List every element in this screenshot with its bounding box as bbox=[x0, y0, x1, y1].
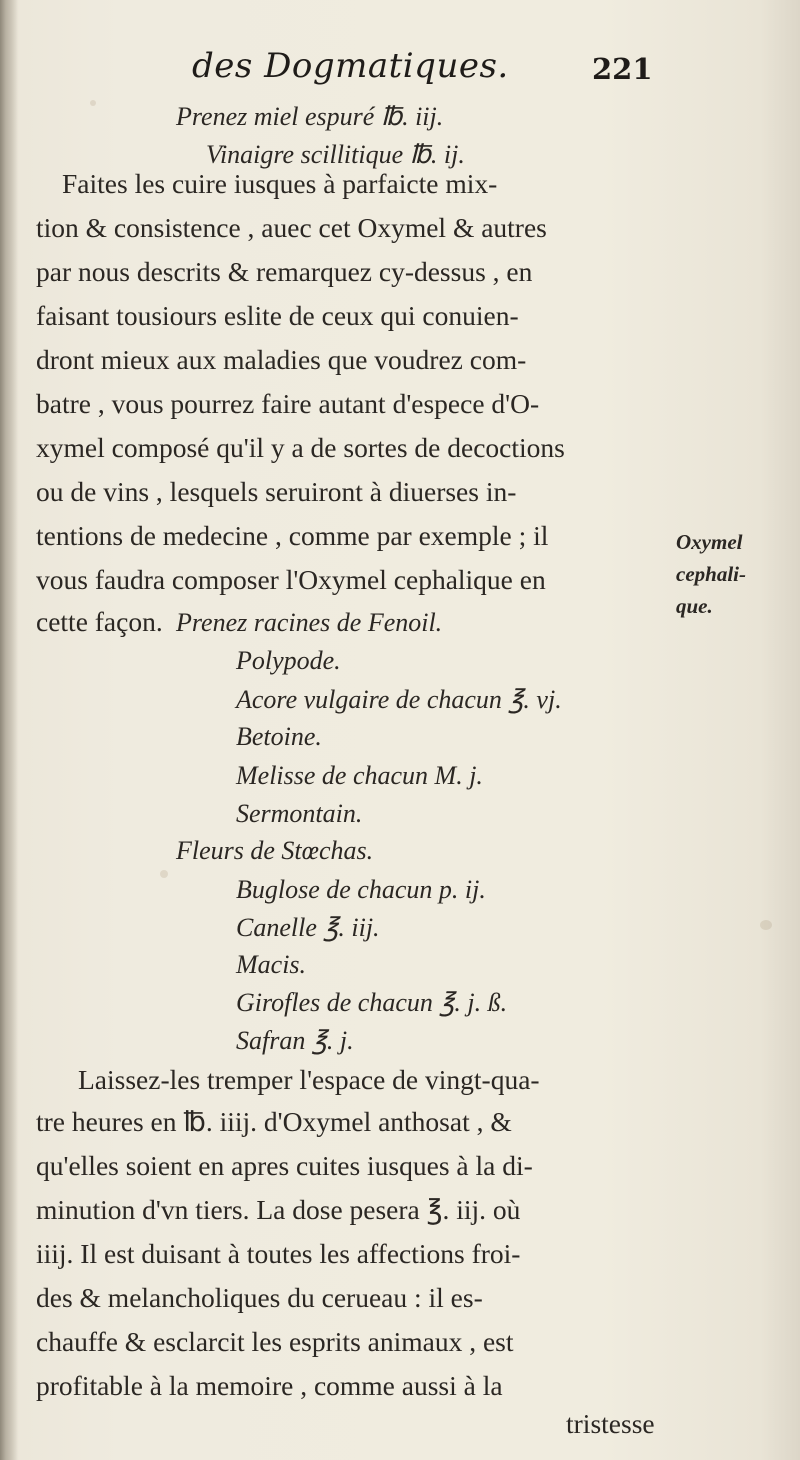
recipe-line: Fleurs de Stœchas. bbox=[176, 836, 374, 865]
margin-note-line: Oxymel bbox=[676, 530, 743, 554]
text-line: qu'elles soient en apres cuites iusques à la di- bbox=[36, 1150, 533, 1181]
recipe-line: Sermontain. bbox=[236, 799, 363, 828]
text-line: par nous descrits & remarquez cy-dessus , en bbox=[36, 256, 533, 287]
recipe-line: Polypode. bbox=[236, 646, 341, 675]
text-line: tentions de medecine , comme par exemple ; il bbox=[36, 520, 549, 551]
text-line: cette façon. bbox=[36, 606, 163, 637]
paper-stain bbox=[90, 100, 96, 106]
text-line: batre , vous pourrez faire autant d'espece d'O- bbox=[36, 388, 540, 419]
catchword: tristesse bbox=[566, 1408, 655, 1439]
text-line: tre heures en ℔. iiij. d'Oxymel anthosat , & bbox=[36, 1106, 512, 1137]
page-number: 221 bbox=[592, 52, 653, 86]
recipe-line: Vinaigre scillitique ℔. ij. bbox=[206, 140, 465, 169]
running-head-title: des Dogmatiques. bbox=[192, 46, 509, 86]
text-line: xymel composé qu'il y a de sortes de decoctions bbox=[36, 432, 565, 463]
recipe-line: Melisse de chacun M. j. bbox=[236, 761, 483, 790]
recipe-line: Betoine. bbox=[236, 722, 322, 751]
text-line: chauffe & esclarcit les esprits animaux , est bbox=[36, 1326, 514, 1357]
text-line: Laissez-les tremper l'espace de vingt-qua- bbox=[78, 1064, 540, 1095]
text-line: des & melancholiques du cerueau : il es- bbox=[36, 1282, 483, 1313]
text-line: minution d'vn tiers. La dose pesera ℥. iij. où bbox=[36, 1194, 521, 1225]
recipe-line: Acore vulgaire de chacun ℥. vj. bbox=[236, 685, 562, 714]
text-line: iiij. Il est duisant à toutes les affections froi- bbox=[36, 1238, 521, 1269]
margin-note-line: cephali- bbox=[676, 562, 746, 586]
recipe-line: Prenez miel espuré ℔. iij. bbox=[176, 102, 444, 131]
recipe-line: Canelle ℥. iij. bbox=[236, 913, 380, 942]
text-line: tion & consistence , auec cet Oxymel & autres bbox=[36, 212, 547, 243]
text-line: vous faudra composer l'Oxymel cephalique en bbox=[36, 564, 546, 595]
paper-stain bbox=[760, 920, 772, 930]
text-line: profitable à la memoire , comme aussi à la bbox=[36, 1370, 503, 1401]
recipe-line: Buglose de chacun p. ij. bbox=[236, 875, 486, 904]
text-line: dront mieux aux maladies que voudrez com- bbox=[36, 344, 527, 375]
recipe-line: Prenez racines de Fenoil. bbox=[176, 608, 443, 637]
paper-stain bbox=[160, 870, 168, 878]
margin-note bbox=[676, 526, 796, 622]
recipe-line: Girofles de chacun ℥. j. ß. bbox=[236, 988, 508, 1017]
recipe-line: Macis. bbox=[236, 950, 307, 979]
margin-note-line: que. bbox=[676, 594, 713, 618]
recipe-line: Safran ℥. j. bbox=[236, 1026, 354, 1055]
text-line: ou de vins , lesquels seruiront à diuerses in- bbox=[36, 476, 517, 507]
text-line: faisant tousiours eslite de ceux qui conuien- bbox=[36, 300, 519, 331]
text-line: Faites les cuire iusques à parfaicte mix- bbox=[62, 168, 498, 199]
